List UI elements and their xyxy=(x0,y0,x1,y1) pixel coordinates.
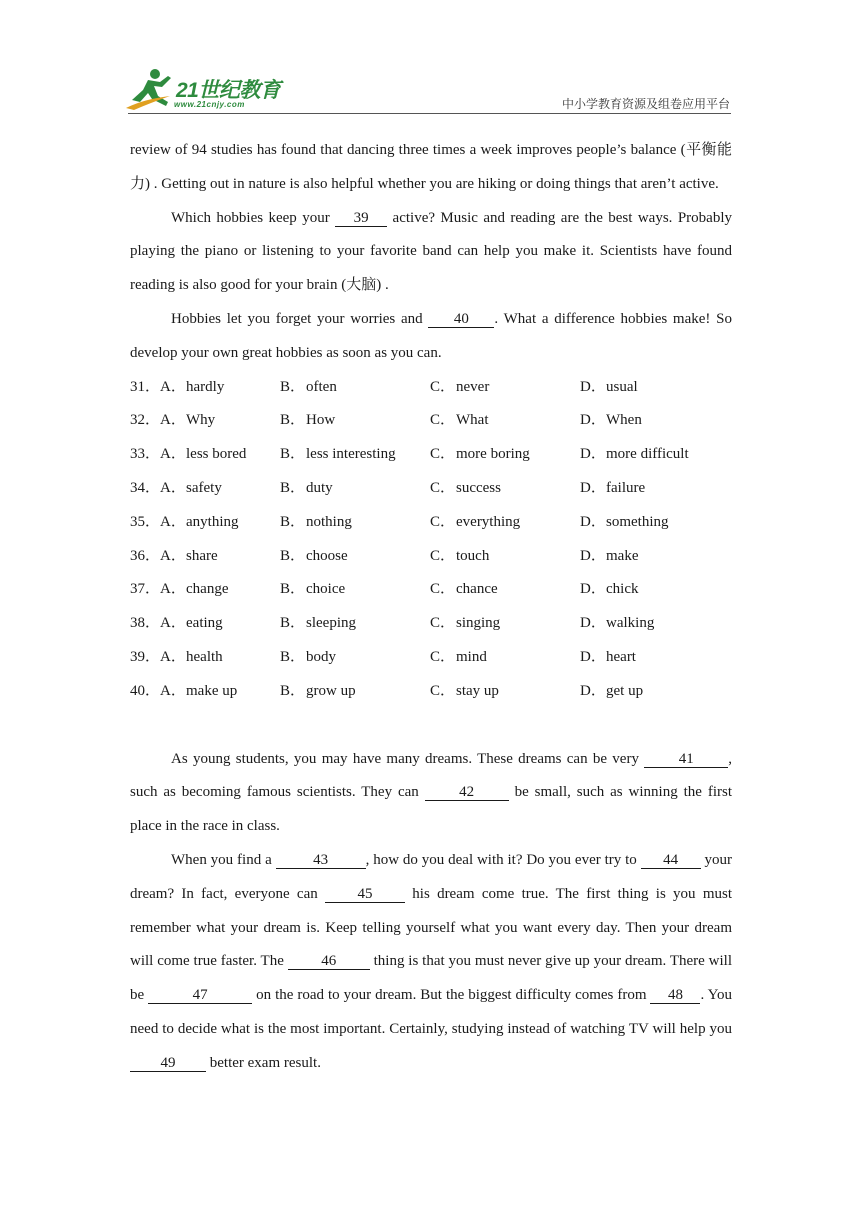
text-run: When you find a xyxy=(171,851,276,868)
option-letter: D． xyxy=(580,615,606,632)
option-text: often xyxy=(306,378,337,395)
option-a xyxy=(160,404,280,438)
option-text: failure xyxy=(606,479,646,496)
blank-45: 45 xyxy=(325,886,405,903)
option-letter: A． xyxy=(160,412,186,429)
header-divider xyxy=(128,113,731,114)
option-b xyxy=(280,404,430,438)
passage2-paragraph-1 xyxy=(130,743,732,844)
blank-49: 49 xyxy=(130,1055,206,1072)
option-letter: A． xyxy=(160,615,186,632)
blank-44: 44 xyxy=(641,852,701,869)
option-letter: B． xyxy=(280,547,306,564)
option-text: less interesting xyxy=(306,446,396,463)
option-text: make xyxy=(606,547,639,564)
option-c xyxy=(430,506,580,540)
option-letter: C． xyxy=(430,581,456,598)
option-letter: B． xyxy=(280,581,306,598)
option-letter: C． xyxy=(430,412,456,429)
text-run: be small, such as winning the first place in the race in class. xyxy=(130,784,732,835)
option-text: mind xyxy=(456,648,487,665)
option-text: everything xyxy=(456,513,521,530)
option-letter: D． xyxy=(580,581,606,598)
option-c xyxy=(430,371,580,405)
option-text: anything xyxy=(186,513,239,530)
option-c xyxy=(430,438,580,472)
option-letter: D． xyxy=(580,547,606,564)
option-b xyxy=(280,472,430,506)
text-run: your dream? In fact, everyone can xyxy=(130,851,732,902)
blank-41: 41 xyxy=(644,751,728,768)
option-letter: C． xyxy=(430,547,456,564)
option-text: walking xyxy=(606,615,655,632)
option-c xyxy=(430,540,580,574)
option-letter: B． xyxy=(280,682,306,699)
blank-46: 46 xyxy=(288,953,370,970)
option-a xyxy=(160,472,280,506)
option-c xyxy=(430,404,580,438)
option-text: safety xyxy=(186,479,222,496)
blank-42: 42 xyxy=(425,784,509,801)
option-text: choice xyxy=(306,581,346,598)
option-text: eating xyxy=(186,615,223,632)
option-text: What xyxy=(456,412,489,429)
question-number: 36． xyxy=(130,547,161,564)
blank-43: 43 xyxy=(276,852,366,869)
question-options xyxy=(130,371,732,709)
option-letter: D． xyxy=(580,378,606,395)
option-letter: A． xyxy=(160,547,186,564)
document-body xyxy=(130,134,732,1081)
option-letter: C． xyxy=(430,513,456,530)
logo-url: www.21cnjy.com xyxy=(174,100,245,109)
option-a xyxy=(160,540,280,574)
question-row xyxy=(130,540,732,574)
question-row xyxy=(130,573,732,607)
option-letter: C． xyxy=(430,682,456,699)
option-b xyxy=(280,675,430,709)
text-run: Hobbies let you forget your worries and xyxy=(171,310,429,327)
passage1-paragraph-3 xyxy=(130,303,732,371)
question-number: 40． xyxy=(130,682,161,699)
option-text: grow up xyxy=(306,682,356,699)
text-run: better exam result. xyxy=(206,1054,321,1071)
question-row xyxy=(130,472,732,506)
option-text: health xyxy=(186,648,223,665)
option-text: singing xyxy=(456,615,501,632)
logo xyxy=(124,66,294,116)
option-text: touch xyxy=(456,547,490,564)
option-b xyxy=(280,438,430,472)
option-b xyxy=(280,506,430,540)
text-run: his dream come true. The first thing is you must remember what your dream is. Keep telling yourself what you want every day. Then your dream will come true faster. The xyxy=(130,885,732,970)
option-d xyxy=(580,540,706,574)
option-b xyxy=(280,607,430,641)
option-text: chance xyxy=(456,581,498,598)
option-text: body xyxy=(306,648,336,665)
text-run: thing is that you must never give up your dream. There will be xyxy=(130,953,733,1004)
option-letter: A． xyxy=(160,682,186,699)
option-d xyxy=(580,641,706,675)
passage1-paragraph-2 xyxy=(130,202,732,303)
option-letter: B． xyxy=(280,412,306,429)
option-text: more difficult xyxy=(606,446,689,463)
option-letter: B． xyxy=(280,513,306,530)
option-letter: A． xyxy=(160,581,186,598)
option-c xyxy=(430,641,580,675)
option-letter: A． xyxy=(160,479,186,496)
option-d xyxy=(580,573,706,607)
text-run: . What a difference hobbies make! So develop your own great hobbies as soon as you can. xyxy=(130,310,732,361)
option-letter: A． xyxy=(160,378,186,395)
option-letter: D． xyxy=(580,513,606,530)
option-letter: C． xyxy=(430,446,456,463)
question-row xyxy=(130,641,732,675)
text-run: . You need to decide what is the most important. Certainly, studying instead of watching TV will help you xyxy=(130,987,732,1037)
option-text: change xyxy=(186,581,229,598)
text-run: on the road to your dream. But the biggest difficulty comes from xyxy=(252,987,651,1004)
option-text: How xyxy=(306,412,336,429)
option-letter: A． xyxy=(160,648,186,665)
option-letter: C． xyxy=(430,479,456,496)
option-c xyxy=(430,675,580,709)
option-d xyxy=(580,506,706,540)
option-text: make up xyxy=(186,682,238,699)
option-d xyxy=(580,371,706,405)
question-row xyxy=(130,404,732,438)
option-d xyxy=(580,472,706,506)
option-letter: B． xyxy=(280,446,306,463)
blank-48: 48 xyxy=(650,987,700,1004)
option-c xyxy=(430,472,580,506)
option-letter: B． xyxy=(280,479,306,496)
option-text: choose xyxy=(306,547,348,564)
option-text: something xyxy=(606,513,669,530)
text-run: Which hobbies keep your xyxy=(171,209,336,226)
question-row xyxy=(130,607,732,641)
option-text: usual xyxy=(606,378,638,395)
text-run: , such as becoming famous scientists. They can xyxy=(130,750,732,801)
question-number: 31． xyxy=(130,378,161,395)
option-text: share xyxy=(186,547,218,564)
question-row xyxy=(130,371,732,405)
page-header xyxy=(0,0,860,120)
text-run: active? Music and reading are the best ways. Probably playing the piano or listening to your favorite band can help you make it. Scientists have found reading is also good for your brain (大脑) . xyxy=(130,209,732,294)
question-row xyxy=(130,506,732,540)
option-letter: D． xyxy=(580,412,606,429)
option-c xyxy=(430,573,580,607)
option-letter: D． xyxy=(580,682,606,699)
option-text: never xyxy=(456,378,490,395)
option-letter: D． xyxy=(580,648,606,665)
option-text: duty xyxy=(306,479,333,496)
option-text: heart xyxy=(606,648,636,665)
option-a xyxy=(160,438,280,472)
option-letter: B． xyxy=(280,615,306,632)
option-letter: D． xyxy=(580,446,606,463)
option-a xyxy=(160,641,280,675)
question-number: 34． xyxy=(130,479,161,496)
question-number: 35． xyxy=(130,513,161,530)
option-b xyxy=(280,371,430,405)
option-text: stay up xyxy=(456,682,499,699)
option-letter: C． xyxy=(430,378,456,395)
option-c xyxy=(430,607,580,641)
option-text: get up xyxy=(606,682,644,699)
option-d xyxy=(580,404,706,438)
option-letter: B． xyxy=(280,378,306,395)
platform-label: 中小学教育资源及组卷应用平台 xyxy=(561,97,730,111)
option-a xyxy=(160,573,280,607)
blank-40: 40 xyxy=(428,311,494,328)
question-row xyxy=(130,438,732,472)
question-number: 32． xyxy=(130,412,161,429)
question-number: 33． xyxy=(130,446,161,463)
option-letter: A． xyxy=(160,446,186,463)
question-number: 37． xyxy=(130,581,161,598)
option-a xyxy=(160,506,280,540)
runner-icon xyxy=(124,66,178,112)
option-text: nothing xyxy=(306,513,352,530)
blank-39: 39 xyxy=(335,210,387,227)
question-row xyxy=(130,675,732,709)
question-number: 38． xyxy=(130,615,161,632)
option-d xyxy=(580,607,706,641)
text-run: As young students, you may have many dreams. These dreams can be very xyxy=(171,750,645,767)
question-number: 39． xyxy=(130,648,161,665)
option-d xyxy=(580,438,706,472)
option-text: sleeping xyxy=(306,615,356,632)
option-text: more boring xyxy=(456,446,530,463)
option-text: Why xyxy=(186,412,216,429)
option-b xyxy=(280,573,430,607)
option-letter: A． xyxy=(160,513,186,530)
option-a xyxy=(160,607,280,641)
option-text: success xyxy=(456,479,501,496)
option-text: chick xyxy=(606,581,639,598)
blank-47: 47 xyxy=(148,987,252,1004)
option-text: When xyxy=(606,412,642,429)
option-letter: C． xyxy=(430,615,456,632)
passage1-paragraph-1: review of 94 studies has found that dancing three times a week improves people’s balance (平衡能力) . Getting out in nature is also helpful whether you are hiking or doing things that aren’t active. xyxy=(130,142,732,192)
option-letter: C． xyxy=(430,648,456,665)
option-a xyxy=(160,675,280,709)
text-run: , how do you deal with it? Do you ever try to xyxy=(365,851,641,868)
logo-text: 21世纪教育 xyxy=(176,79,281,102)
option-text: less bored xyxy=(186,446,247,463)
option-text: hardly xyxy=(186,378,225,395)
option-b xyxy=(280,540,430,574)
option-letter: D． xyxy=(580,479,606,496)
option-d xyxy=(580,675,706,709)
passage2-paragraph-2 xyxy=(130,844,732,1081)
option-a xyxy=(160,371,280,405)
option-b xyxy=(280,641,430,675)
option-letter: B． xyxy=(280,648,306,665)
